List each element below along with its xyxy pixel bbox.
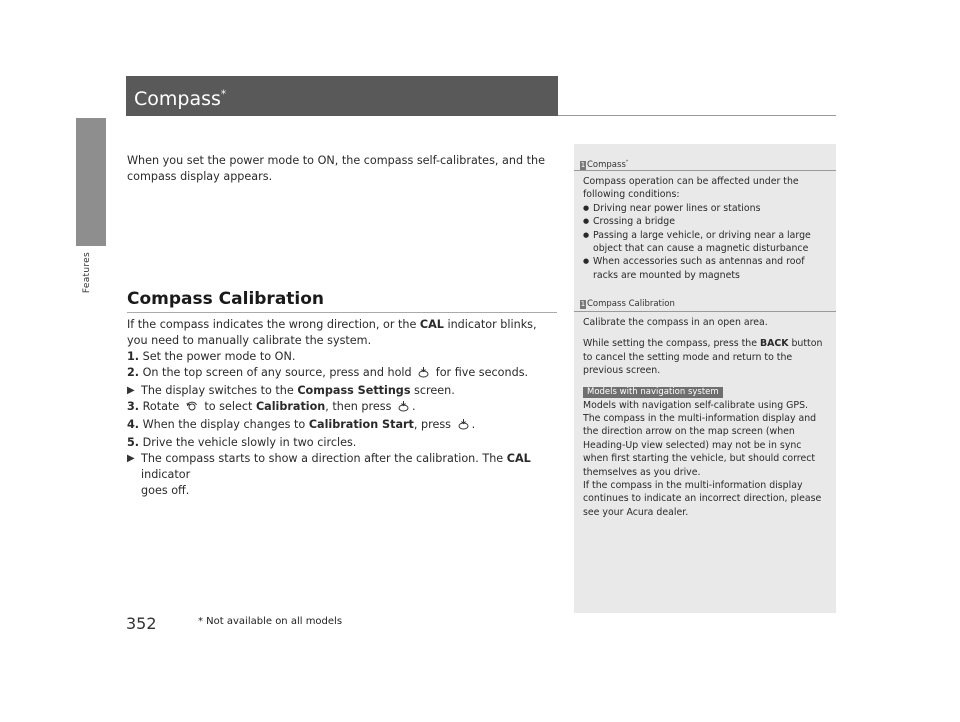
step-2: 2. On the top screen of any source, press and hold for five seconds. bbox=[127, 365, 559, 383]
selector-knob-press-icon bbox=[398, 400, 409, 417]
steps-lead: If the compass indicates the wrong direction, or the CAL indicator blinks, you need to manually calibrate the system. bbox=[127, 318, 537, 347]
selector-knob-press-icon bbox=[418, 366, 429, 383]
title-asterisk: * bbox=[220, 88, 227, 101]
step-3: 3. Rotate to select Calibration, then press . bbox=[127, 399, 559, 417]
intro-paragraph: When you set the power mode to ON, the compass self-calibrates, and the compass display appears. bbox=[127, 154, 545, 183]
page-title: Compass* bbox=[134, 88, 227, 110]
step-5-result-cont: goes off. bbox=[141, 484, 190, 497]
note-bullet: ● Driving near power lines or stations bbox=[583, 202, 826, 215]
result-arrow-icon: ▶ bbox=[127, 385, 135, 396]
calibration-steps bbox=[127, 317, 559, 499]
step-2-result: ▶ The display switches to the Compass Settings screen. bbox=[127, 384, 455, 397]
heading-rule bbox=[127, 312, 557, 313]
section-heading: Compass Calibration bbox=[127, 289, 325, 309]
section-tab bbox=[76, 118, 106, 246]
note-title: 1 Compass* bbox=[580, 159, 629, 170]
note-compass bbox=[574, 156, 836, 282]
title-rule bbox=[558, 115, 836, 116]
note-rule bbox=[574, 311, 836, 312]
note-paragraph: Calibrate the compass in an open area. bbox=[583, 317, 768, 328]
note-bullet: ● Crossing a bridge bbox=[583, 215, 826, 228]
models-with-navigation-badge: Models with navigation system bbox=[583, 387, 723, 398]
note-paragraph: Models with navigation self-calibrate using GPS. The compass in the multi-information display and the direction arrow on the map screen (when Heading-Up view selected) may not be in sync when first starting the vehicle, but should correct themselves as you drive. bbox=[583, 399, 817, 478]
step-5: 5. Drive the vehicle slowly in two circles. bbox=[127, 436, 357, 449]
step-4: 4. When the display changes to Calibration Start, press . bbox=[127, 417, 559, 435]
section-label: Features bbox=[82, 252, 92, 294]
note-paragraph: While setting the compass, press the BACK button to cancel the setting mode and return to the previous screen. bbox=[583, 338, 823, 377]
note-compass-calibration bbox=[574, 297, 836, 519]
step-5-result: ▶ The compass starts to show a direction after the calibration. The CAL indicator bbox=[127, 452, 531, 481]
result-arrow-icon: ▶ bbox=[127, 453, 135, 464]
selector-knob-press-icon bbox=[458, 418, 469, 435]
note-number-icon: 1 bbox=[580, 160, 586, 169]
note-title: 1 Compass Calibration bbox=[580, 299, 675, 309]
step-1: 1. Set the power mode to ON. bbox=[127, 350, 296, 363]
note-number-icon: 1 bbox=[580, 300, 586, 308]
note-bullet: ● When accessories such as antennas and roof racks are mounted by magnets bbox=[583, 255, 826, 282]
notes-sidebar bbox=[574, 144, 836, 613]
note-rule bbox=[574, 170, 836, 171]
note-bullet: ● Passing a large vehicle, or driving near a large object that can cause a magnetic disturbance bbox=[583, 229, 826, 256]
page-number: 352 bbox=[126, 614, 157, 633]
note-intro: Compass operation can be affected under the following conditions: bbox=[583, 176, 799, 201]
selector-knob-rotate-icon bbox=[186, 400, 198, 417]
footnote: * Not available on all models bbox=[198, 616, 343, 627]
note-paragraph: If the compass in the multi-information display continues to indicate an incorrect direction, please see your Acura dealer. bbox=[583, 480, 822, 518]
